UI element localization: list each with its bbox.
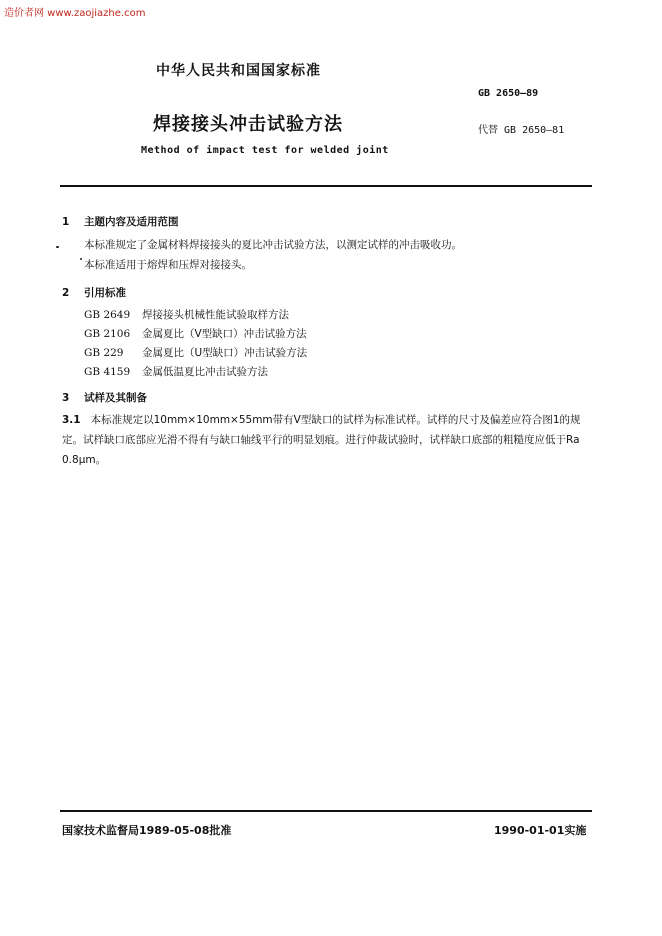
reference-item <box>84 326 307 341</box>
standard-number: GB 2650—89 <box>478 88 539 99</box>
page-title: 焊接接头冲击试验方法 <box>153 114 343 135</box>
reference-title: 金属低温夏比冲击试验方法 <box>142 366 268 378</box>
replaces-standard: 代替 GB 2650—81 <box>478 125 565 136</box>
section-1-heading <box>62 214 179 229</box>
reference-title: 金属夏比（U型缺口）冲击试验方法 <box>142 347 308 359</box>
reference-code: GB 2106 <box>84 328 131 340</box>
english-title: Method of impact test for welded joint <box>141 145 389 156</box>
section-3-heading <box>62 390 147 405</box>
clause-text: 本标准规定以10mm×10mm×55mm带有V型缺口的试样为标准试样。试样的尺寸及偏差应符合图1的规定。试样缺口底部应光滑不得有与缺口轴线平行的明显划痕。进行仲裁试验时，试样缺口底部的粗糙度应低于Ra 0.8μm。 <box>62 414 581 466</box>
reference-item <box>84 345 307 360</box>
section-title: 试样及其制备 <box>84 392 147 404</box>
section-number: 3 <box>62 392 70 404</box>
header-divider <box>60 185 592 187</box>
reference-code: GB 229 <box>84 347 124 359</box>
section-title: 引用标准 <box>84 287 126 299</box>
reference-title: 焊接接头机械性能试验取样方法 <box>142 309 289 321</box>
section-2-heading <box>62 285 126 300</box>
reference-code: GB 2649 <box>84 309 131 321</box>
section-1-paragraph-2: 本标准适用于熔焊和压焊对接接头。 <box>84 259 252 271</box>
reference-item <box>84 307 289 322</box>
reference-item <box>84 364 268 379</box>
clause-number: 3.1 <box>62 414 81 426</box>
clause-3-1 <box>62 410 592 470</box>
section-title: 主题内容及适用范围 <box>84 216 179 228</box>
section-1-paragraph-1: 本标准规定了金属材料焊接接头的夏比冲击试验方法，以测定试样的冲击吸收功。 <box>84 239 462 251</box>
watermark: 造价者网 www.zaojiazhe.com <box>4 8 146 19</box>
section-number: 2 <box>62 287 70 299</box>
reference-title: 金属夏比（V型缺口）冲击试验方法 <box>142 328 307 340</box>
approval-date: 国家技术监督局1989-05-08批准 <box>62 824 232 837</box>
section-number: 1 <box>62 216 70 228</box>
reference-code: GB 4159 <box>84 366 131 378</box>
scan-speck <box>80 258 82 260</box>
footer-divider <box>60 810 592 812</box>
effective-date: 1990-01-01实施 <box>494 824 587 837</box>
scan-speck <box>56 246 59 248</box>
national-standard-label: 中华人民共和国国家标准 <box>156 63 321 79</box>
